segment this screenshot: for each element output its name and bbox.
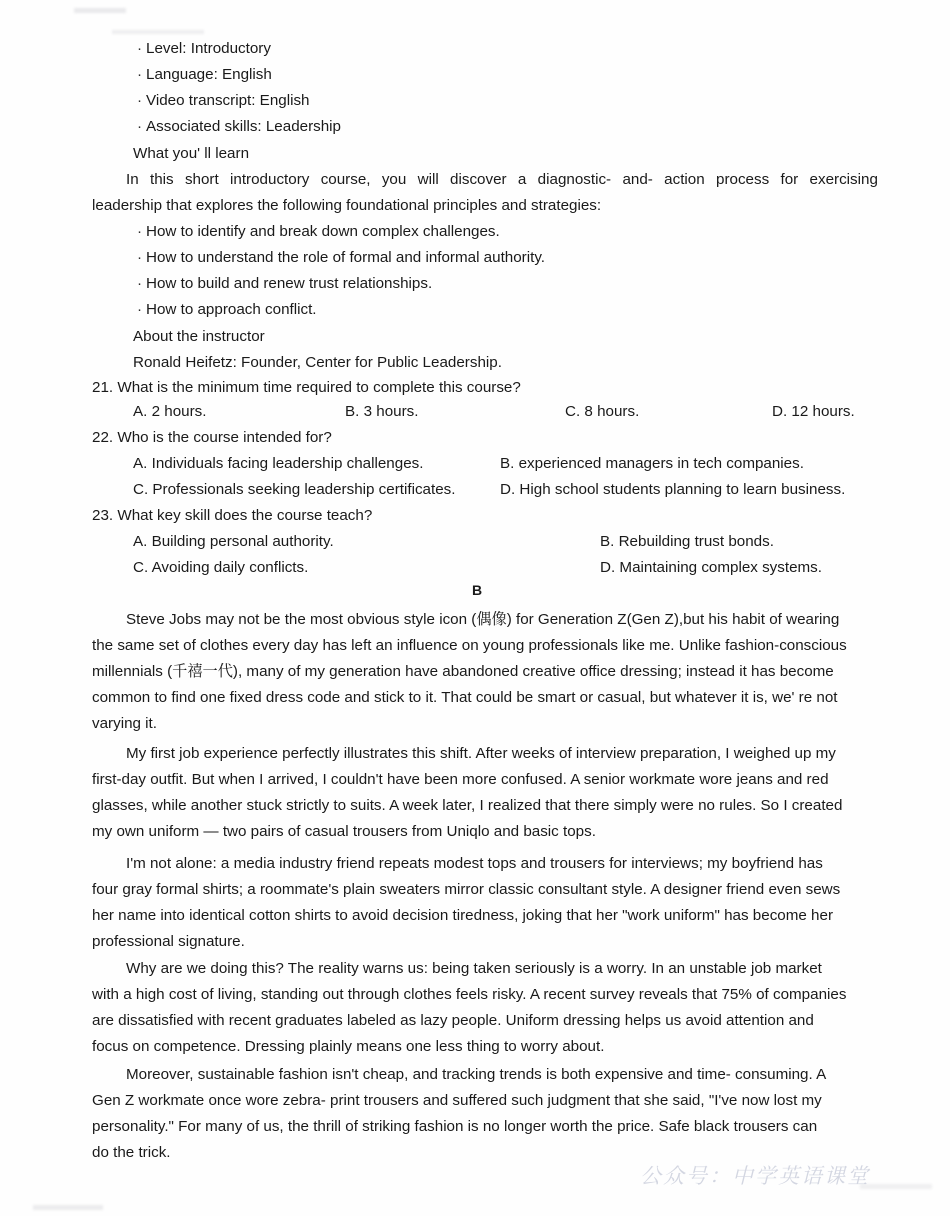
- word: action: [664, 171, 705, 188]
- passage-b-p1-l1: Steve Jobs may not be the most obvious style icon (偶像) for Generation Z(Gen Z),but his habit of wearing: [126, 611, 840, 628]
- what-you-will-learn-heading: What you' ll learn: [133, 145, 250, 162]
- bullet-icon: ·: [137, 223, 143, 240]
- section-b-letter: B: [472, 582, 483, 598]
- course-fact-text: Video transcript: English: [146, 92, 310, 109]
- passage-b-p3-l2: four gray formal shirts; a roommate's plain sweaters mirror classic consultant style. A designer friend even sews: [92, 881, 841, 898]
- instructor-detail: Ronald Heifetz: Founder, Center for Public Leadership.: [133, 354, 502, 371]
- option-label: D.: [600, 559, 616, 576]
- question-number: 21.: [92, 379, 114, 396]
- question-text: What is the minimum time required to complete this course?: [117, 379, 521, 396]
- option-label: A.: [133, 533, 148, 550]
- question-text: Who is the course intended for?: [117, 429, 332, 446]
- option-label: C.: [133, 481, 149, 498]
- passage-b-p2-l1: My first job experience perfectly illustrates this shift. After weeks of interview preparation, I weighed up my: [126, 745, 836, 762]
- option-text: experienced managers in tech companies.: [518, 455, 804, 472]
- course-fact-text: Associated skills: Leadership: [146, 118, 342, 135]
- learn-point-text: How to build and renew trust relationships.: [146, 275, 433, 292]
- about-instructor-heading: About the instructor: [133, 328, 265, 345]
- question-21-stem: [92, 379, 521, 396]
- word: exercising: [809, 171, 878, 188]
- word: process: [716, 171, 770, 188]
- passage-b-p1-l4: common to find one fixed dress code and stick to it. That could be smart or casual, but whatever it is, we' re not: [92, 689, 838, 706]
- course-fact-level: [137, 41, 271, 56]
- bullet-icon: ·: [137, 40, 143, 57]
- passage-b-p5-l4: do the trick.: [92, 1144, 171, 1161]
- word: and-: [622, 171, 653, 188]
- bullet-icon: ·: [137, 275, 143, 292]
- word: diagnostic-: [537, 171, 612, 188]
- passage-b-p3-l1: I'm not alone: a media industry friend repeats modest tops and trousers for interviews; my boyfriend has: [126, 855, 823, 872]
- learn-point-text: How to understand the role of formal and informal authority.: [146, 249, 546, 266]
- passage-b-p3-l4: professional signature.: [92, 933, 245, 950]
- question-23-stem: [92, 507, 372, 524]
- option-text: 12 hours.: [791, 403, 855, 420]
- passage-b-p5-l3: personality." For many of us, the thrill of striking fashion is no longer worth the price. Safe black trousers can: [92, 1118, 818, 1135]
- option-text: 8 hours.: [584, 403, 640, 420]
- question-22-option-c[interactable]: [133, 481, 455, 498]
- scan-artifact-top: [112, 30, 204, 34]
- word: In: [126, 171, 139, 188]
- option-label: C.: [565, 403, 581, 420]
- course-fact-transcript: [137, 93, 310, 108]
- option-text: 3 hours.: [363, 403, 419, 420]
- question-21-option-d[interactable]: [772, 403, 855, 420]
- word: course,: [320, 171, 371, 188]
- intro-line-1: [92, 172, 878, 187]
- bullet-icon: ·: [137, 118, 143, 135]
- course-fact-text: Language: English: [146, 66, 272, 83]
- passage-b-p2-l2: first-day outfit. But when I arrived, I couldn't have been more confused. A senior workmate wore jeans and red: [92, 771, 829, 788]
- option-text: Professionals seeking leadership certificates.: [152, 481, 456, 498]
- option-text: Avoiding daily conflicts.: [151, 559, 309, 576]
- word: will: [417, 171, 439, 188]
- option-label: B.: [345, 403, 360, 420]
- passage-b-p4-l3: are dissatisfied with recent graduates labeled as lazy people. Uniform dressing helps us avoid attention and: [92, 1012, 814, 1029]
- question-22-option-b[interactable]: [500, 455, 804, 472]
- learn-point-1: [137, 224, 500, 239]
- scan-artifact-top-left: [74, 8, 126, 13]
- word: a: [517, 171, 527, 188]
- intro-line-2: leadership that explores the following foundational principles and strategies:: [92, 197, 602, 214]
- passage-b-p1-l3: millennials (千禧一代), many of my generation have abandoned creative office dressing; instead it has become: [92, 663, 834, 680]
- scan-artifact-bottom-left: [33, 1205, 103, 1210]
- question-23-option-a[interactable]: [133, 533, 334, 550]
- learn-point-text: How to identify and break down complex challenges.: [146, 223, 500, 240]
- learn-point-4: [137, 302, 317, 317]
- question-21-option-c[interactable]: [565, 403, 639, 420]
- bullet-icon: ·: [137, 66, 143, 83]
- option-label: B.: [600, 533, 615, 550]
- passage-b-p4-l2: with a high cost of living, standing out through clothes feels risky. A recent survey reveals that 75% of companies: [92, 986, 847, 1003]
- question-number: 23.: [92, 507, 114, 524]
- bullet-icon: ·: [137, 301, 143, 318]
- word: discover: [450, 171, 507, 188]
- course-fact-language: [137, 67, 272, 82]
- passage-b-p2-l3: glasses, while another stuck strictly to suits. A week later, I realized that there simply were no rules. So I created: [92, 797, 843, 814]
- question-number: 22.: [92, 429, 114, 446]
- option-text: Building personal authority.: [151, 533, 334, 550]
- word: this: [149, 171, 174, 188]
- word: introductory: [230, 171, 310, 188]
- passage-b-p1-l2: the same set of clothes every day has left an influence on young professionals like me. Unlike fashion-conscious: [92, 637, 847, 654]
- option-text: Maintaining complex systems.: [619, 559, 822, 576]
- question-21-option-b[interactable]: [345, 403, 418, 420]
- passage-b-p4-l1: Why are we doing this? The reality warns us: being taken seriously is a worry. In an unstable job market: [126, 960, 822, 977]
- question-22-option-a[interactable]: [133, 455, 423, 472]
- word: for: [780, 171, 799, 188]
- question-22-option-d[interactable]: [500, 481, 845, 498]
- learn-point-text: How to approach conflict.: [146, 301, 317, 318]
- question-23-option-b[interactable]: [600, 533, 774, 550]
- word: you: [381, 171, 407, 188]
- learn-point-2: [137, 250, 545, 265]
- watermark: 公众号：中学英语课堂: [640, 1164, 870, 1188]
- option-text: Individuals facing leadership challenges.: [151, 455, 424, 472]
- bullet-icon: ·: [137, 92, 143, 109]
- question-22-stem: [92, 429, 332, 446]
- option-label: D.: [772, 403, 788, 420]
- option-text: High school students planning to learn business.: [519, 481, 846, 498]
- option-text: Rebuilding trust bonds.: [618, 533, 774, 550]
- passage-b-p4-l4: focus on competence. Dressing plainly means one less thing to worry about.: [92, 1038, 605, 1055]
- option-label: A.: [133, 403, 148, 420]
- course-fact-skills: [137, 119, 341, 134]
- option-label: C.: [133, 559, 149, 576]
- question-21-option-a[interactable]: [133, 403, 206, 420]
- passage-b-p3-l3: her name into identical cotton shirts to avoid decision tiredness, joking that her "work uniform" has become her: [92, 907, 834, 924]
- question-23-option-d[interactable]: [600, 559, 822, 576]
- option-label: B.: [500, 455, 515, 472]
- learn-point-3: [137, 276, 432, 291]
- bullet-icon: ·: [137, 249, 143, 266]
- passage-b-p5-l1: Moreover, sustainable fashion isn't cheap, and tracking trends is both expensive and time- consuming. A: [126, 1066, 827, 1083]
- question-23-option-c[interactable]: [133, 559, 308, 576]
- option-label: D.: [500, 481, 516, 498]
- word: short: [184, 171, 219, 188]
- option-text: 2 hours.: [151, 403, 207, 420]
- scan-artifact-bottom-right: [860, 1184, 932, 1189]
- option-label: A.: [133, 455, 148, 472]
- passage-b-p2-l4: my own uniform — two pairs of casual trousers from Uniqlo and basic tops.: [92, 823, 596, 840]
- passage-b-p5-l2: Gen Z workmate once wore zebra- print trousers and suffered such judgment that she said, "I've now lost my: [92, 1092, 822, 1109]
- course-fact-text: Level: Introductory: [146, 40, 271, 57]
- question-text: What key skill does the course teach?: [117, 507, 373, 524]
- passage-b-p1-l5: varying it.: [92, 715, 157, 732]
